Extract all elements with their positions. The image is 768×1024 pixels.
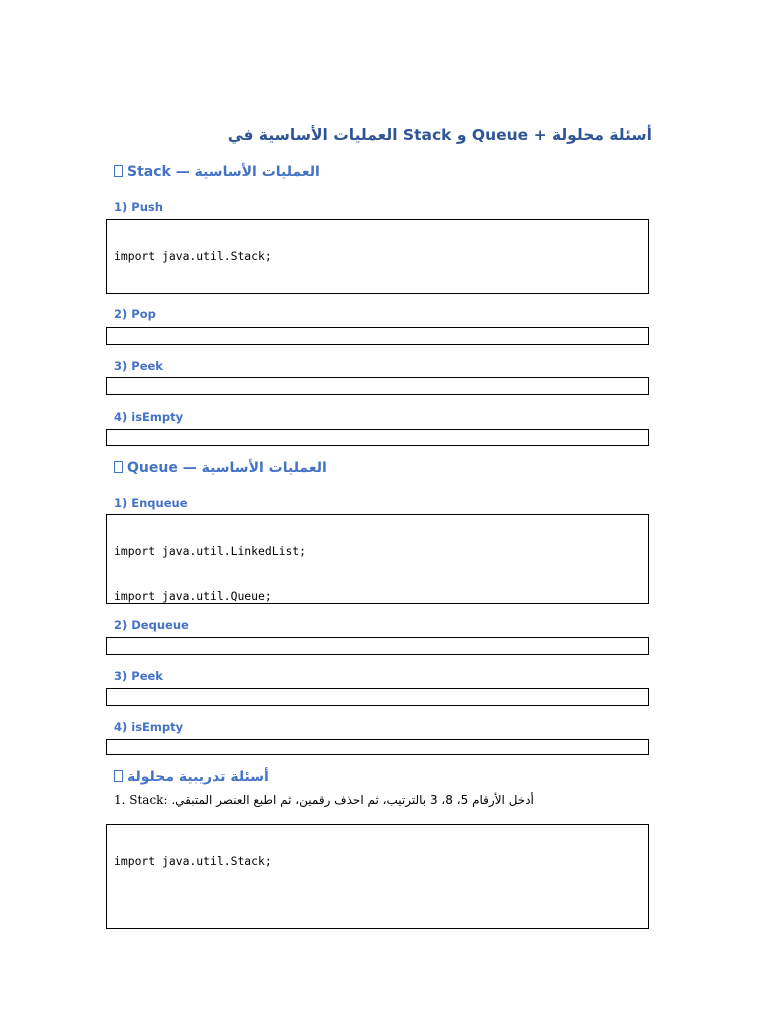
practice-question-1: [114, 792, 534, 808]
title-text: أسئلة محلولة + Queue و Stack العمليات الأساسية في: [227, 126, 652, 144]
practice-heading-text: أسئلة تدريبية محلولة: [127, 769, 269, 785]
enqueue-label: 1) Enqueue: [114, 496, 188, 510]
practice-section-heading: [114, 768, 649, 786]
pop-code-block: [106, 327, 649, 345]
stack-section-heading: [114, 163, 649, 181]
box-icon: [114, 461, 123, 473]
queue-isempty-label: 4) isEmpty: [114, 720, 184, 734]
dequeue-label: 2) Dequeue: [114, 618, 189, 632]
box-icon: [114, 165, 123, 177]
code-line: [114, 294, 648, 295]
push-code-block: [106, 219, 649, 294]
stack-heading-text: Stack — العمليات الأساسية: [127, 164, 320, 180]
pop-label: 2) Pop: [114, 307, 156, 321]
queue-heading-text: Queue — العمليات الأساسية: [127, 460, 327, 476]
queue-peek-label: 3) Peek: [114, 669, 163, 683]
queue-peek-code-block: [106, 688, 649, 706]
stack-isempty-label: 4) isEmpty: [114, 410, 184, 424]
queue-section-heading: [114, 459, 649, 477]
code-line: import java.util.LinkedList;: [114, 544, 307, 559]
code-line: import java.util.Queue;: [114, 588, 272, 603]
push-label: 1) Push: [114, 200, 163, 214]
question-text: أدخل الأرقام 5، 8، 3 بالترتيب، ثم احذف رقمين، ثم اطبع العنصر المتبقي.: [171, 793, 534, 807]
dequeue-code-block: [106, 637, 649, 655]
code-line: [114, 899, 648, 914]
stack-peek-code-block: [106, 377, 649, 395]
box-icon: [114, 770, 123, 782]
practice-code-block: [106, 824, 649, 929]
stack-isempty-code-block: [106, 429, 649, 446]
queue-isempty-code-block: [106, 739, 649, 755]
stack-peek-label: 3) Peek: [114, 359, 163, 373]
enqueue-code-block: [106, 514, 649, 604]
code-line: import java.util.Stack;: [114, 249, 272, 264]
question-prefix: 1. Stack:: [114, 793, 172, 807]
document-title: [106, 125, 652, 145]
code-line: import java.util.Stack;: [114, 854, 272, 869]
